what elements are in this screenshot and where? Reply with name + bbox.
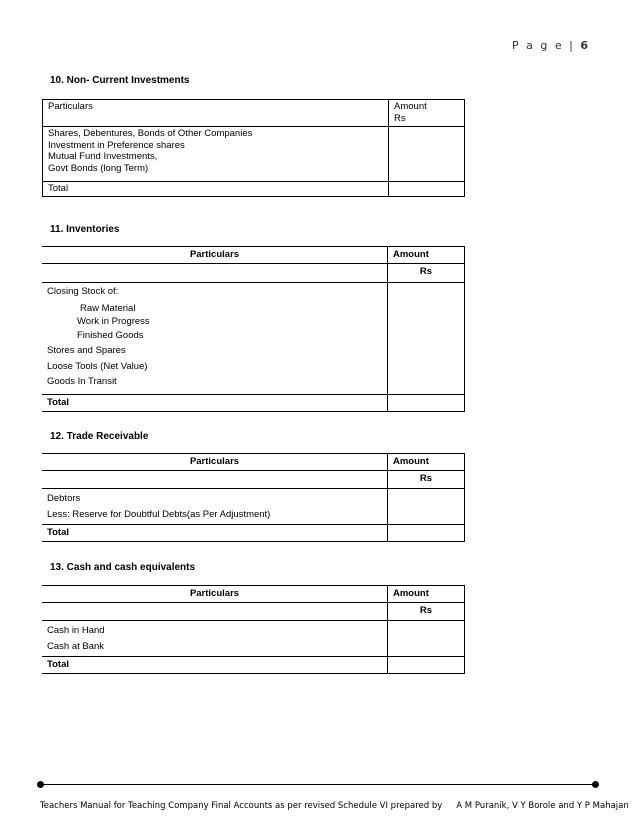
rs-header: Rs bbox=[388, 603, 465, 621]
list-item: Cash in Hand bbox=[47, 625, 105, 636]
section-11-title: 11. Inventories bbox=[50, 224, 120, 235]
total-amount bbox=[388, 525, 465, 542]
footer-dot-right bbox=[592, 781, 599, 788]
amount-header: Amount bbox=[388, 586, 465, 603]
amount-header: Amount bbox=[388, 454, 465, 471]
amount-header: Amount Rs bbox=[389, 100, 465, 127]
list-item: Work in Progress bbox=[77, 316, 150, 327]
rs-row bbox=[42, 264, 465, 283]
page-label: P a g e bbox=[512, 39, 564, 52]
total-label: Total bbox=[42, 657, 388, 674]
footer-text bbox=[40, 801, 629, 811]
amount-cell bbox=[388, 283, 465, 395]
table-row bbox=[42, 283, 465, 395]
rs-header: Rs bbox=[388, 264, 465, 283]
list-item: Raw Material bbox=[80, 302, 136, 314]
list-item: Goods In Transit bbox=[47, 376, 117, 387]
amount-cell bbox=[388, 621, 465, 657]
list-item: Stores and Spares bbox=[47, 345, 126, 356]
non-current-investments-table bbox=[42, 99, 465, 197]
list-item: Debtors bbox=[47, 493, 81, 504]
footer-divider bbox=[40, 784, 596, 785]
page-header: P a g e | 6 bbox=[512, 39, 588, 52]
total-label: Total bbox=[42, 525, 388, 542]
trade-receivable-table bbox=[42, 453, 465, 542]
rs-row bbox=[42, 471, 465, 489]
total-row bbox=[42, 525, 465, 542]
total-row bbox=[42, 395, 465, 412]
total-amount bbox=[388, 395, 465, 412]
total-row bbox=[42, 657, 465, 674]
table-header-row bbox=[43, 100, 465, 127]
particulars-cell bbox=[42, 283, 388, 395]
particulars-header: Particulars bbox=[42, 454, 388, 471]
footer-authors: A M Puranik, V Y Borole and Y P Mahajan bbox=[456, 801, 629, 811]
section-10-title: 10. Non- Current Investments bbox=[50, 75, 190, 86]
table-row bbox=[43, 127, 465, 182]
list-item: Investment in Preference shares bbox=[48, 139, 185, 151]
total-amount bbox=[389, 182, 465, 197]
list-item: Less: Reserve for Doubtful Debts(as Per Adjustment) bbox=[47, 508, 271, 520]
list-item: Govt Bonds (long Term) bbox=[48, 162, 149, 174]
table-row bbox=[42, 489, 465, 525]
inventories-table bbox=[42, 246, 465, 412]
table-header-row bbox=[42, 247, 465, 264]
list-item: Cash at Bank bbox=[47, 640, 105, 652]
cash-equivalents-table bbox=[42, 585, 465, 674]
total-label: Total bbox=[43, 182, 389, 197]
list-item: Mutual Fund Investments, bbox=[48, 151, 158, 162]
rs-row bbox=[42, 603, 465, 621]
table-row bbox=[42, 621, 465, 657]
rs-header: Rs bbox=[388, 471, 465, 489]
particulars-cell bbox=[43, 127, 389, 182]
footer-left: Teachers Manual for Teaching Company Final Accounts as per revised Schedule VI prepared by bbox=[40, 801, 443, 811]
table-header-row bbox=[42, 586, 465, 603]
list-item: Finished Goods bbox=[77, 329, 144, 341]
particulars-header: Particulars bbox=[43, 100, 389, 127]
section-12-title: 12. Trade Receivable bbox=[50, 431, 149, 442]
amount-cell bbox=[388, 489, 465, 525]
particulars-cell bbox=[42, 621, 388, 657]
table-header-row bbox=[42, 454, 465, 471]
page-number: 6 bbox=[580, 39, 588, 52]
list-item: Loose Tools (Net Value) bbox=[47, 360, 148, 372]
total-row bbox=[43, 182, 465, 197]
particulars-header: Particulars bbox=[42, 247, 388, 264]
amount-cell bbox=[389, 127, 465, 182]
total-amount bbox=[388, 657, 465, 674]
list-item: Closing Stock of: bbox=[47, 286, 119, 297]
amount-header: Amount bbox=[388, 247, 465, 264]
particulars-cell bbox=[42, 489, 388, 525]
section-13-title: 13. Cash and cash equivalents bbox=[50, 562, 196, 573]
list-item: Shares, Debentures, Bonds of Other Companies bbox=[48, 128, 253, 139]
total-label: Total bbox=[42, 395, 388, 412]
particulars-header: Particulars bbox=[42, 586, 388, 603]
